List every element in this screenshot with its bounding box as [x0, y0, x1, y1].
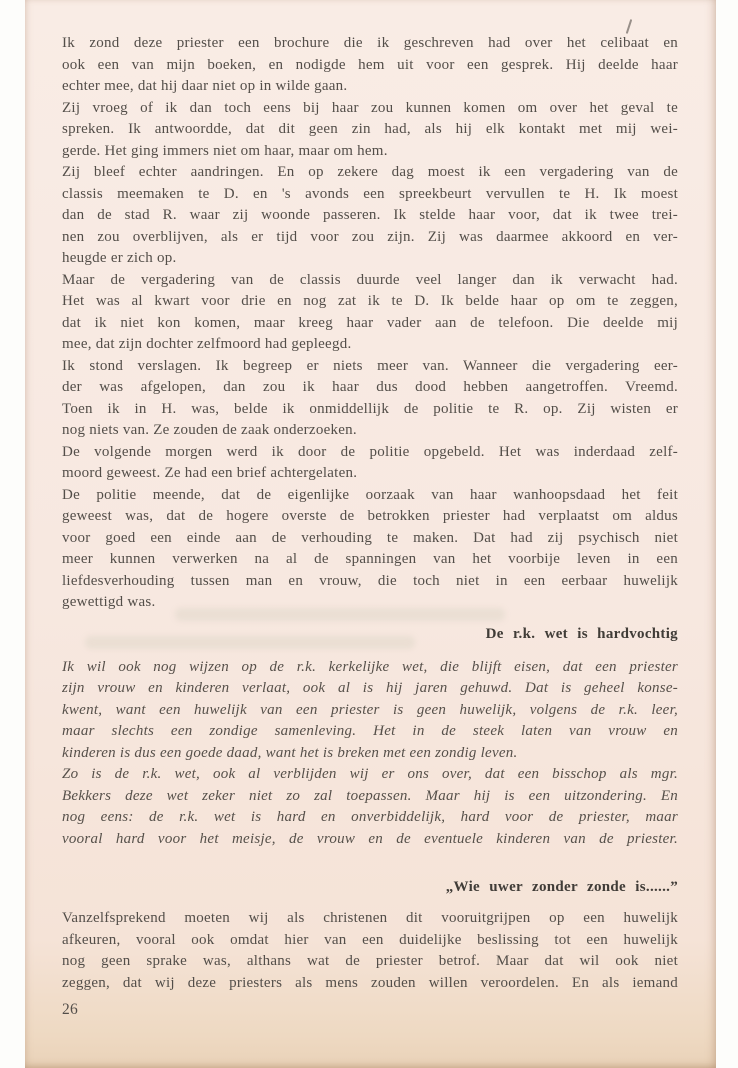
paragraph: [62, 33, 678, 98]
text-line: Bekkers deze wet zeker niet zo zal toepassen. Maar hij is een uitzondering. En: [62, 787, 678, 804]
text-line: dat ik niet kon komen, maar kreeg haar vader aan de telefoon. Die deelde mij: [62, 314, 678, 331]
text-line: echter mee, dat hij daar niet op in wilde gaan.: [62, 78, 348, 94]
text-line: voor goed een einde aan de verhouding te maken. Dat had zij psychisch niet: [62, 529, 678, 546]
text-line: maar slechts een zondige samenleving. Het in de steek laten van vrouw en: [62, 723, 678, 739]
text-column: [62, 0, 678, 1021]
text-line: afkeuren, vooral ook omdat hier van een duidelijke beslissing tot een huwelijk: [62, 931, 678, 948]
section-heading-wie-uwer: „Wie uwer zonder zonde is......”: [445, 879, 678, 895]
page-number: 26: [62, 1001, 78, 1018]
text-line: gewettigd was.: [62, 594, 156, 610]
text-line: De politie meende, dat de eigenlijke oorzaak van haar wanhoopsdaad het feit: [62, 486, 678, 503]
section-heading-rk-wet: De r.k. wet is hardvochtig: [485, 625, 678, 642]
text-line: liefdesverhouding tussen man en vrouw, die toch niet in een eerbaar huwelijk: [62, 572, 678, 589]
text-line: zeggen, dat wij deze priesters als mens zouden willen veroordelen. En als iemand: [62, 974, 678, 991]
text-blocks: [62, 33, 678, 994]
paragraph: [62, 908, 678, 994]
book-page: [25, 0, 716, 1068]
text-line: classis meemaken te D. en 's avonds een spreekbeurt vervullen te H. Ik moest: [62, 185, 678, 202]
paragraph: [62, 270, 678, 356]
text-line: meer kunnen verwerken na al de spanningen van het voorbije leven in een: [62, 551, 678, 567]
text-line: Ik zond deze priester een brochure die ik geschreven had over het celibaat en: [62, 35, 678, 51]
text-line: Zij vroeg of ik dan toch eens bij haar zou kunnen komen om over het geval te: [62, 99, 678, 116]
text-line: Maar de vergadering van de classis duurde veel langer dan ik verwacht had.: [62, 271, 678, 288]
paragraph: [62, 657, 678, 765]
text-line: Zij bleef echter aandringen. En op zekere dag moest ik een vergadering van de: [62, 164, 678, 180]
text-line: Zo is de r.k. wet, ook al verblijden wij er ons over, dat een bisschop als mgr.: [62, 766, 678, 782]
text-line: De volgende morgen werd ik door de politie opgebeld. Het was inderdaad zelf-: [62, 443, 678, 460]
text-line: der was afgelopen, dan zou ik haar dus dood hebben aangetroffen. Vreemd.: [62, 379, 678, 395]
text-line: ook een van mijn boeken, en nodigde hem uit voor een gesprek. Hij deelde haar: [62, 56, 678, 73]
text-line: spreken. Ik antwoordde, dat dit geen zin had, als hij elk kontakt met mij wei-: [62, 121, 678, 137]
text-line: geweest was, dat de hogere overste de betrokken priester had verplaatst om aldus: [62, 508, 678, 524]
paragraph: [62, 442, 678, 485]
text-line: vooral hard voor het meisje, de vrouw en de eventuele kinderen van de priester.: [62, 830, 678, 847]
paragraph: [62, 764, 678, 850]
text-line: nog niets van. Ze zouden de zaak onderzoeken.: [62, 422, 357, 438]
text-line: zijn vrouw en kinderen verlaat, ook al is hij jaren gehuwd. Dat is geheel konse-: [62, 680, 678, 696]
text-line: kwent, want een huwelijk van een priester is geen huwelijk, volgens de r.k. leer,: [62, 701, 678, 718]
text-line: moord geweest. Ze had een brief achtergelaten.: [62, 465, 358, 481]
text-line: heugde er zich op.: [62, 250, 177, 266]
text-line: Vanzelfsprekend moeten wij als christenen dit vooruitgrijpen op een huwelijk: [62, 910, 678, 926]
text-line: Ik stond verslagen. Ik begreep er niets meer van. Wanneer die vergadering eer-: [62, 357, 678, 374]
text-line: nog eens: de r.k. wet is hard en onverbiddelijk, hard voor de priester, maar: [62, 809, 678, 825]
text-line: mee, dat zijn dochter zelfmoord had gepleegd.: [62, 336, 352, 352]
text-line: gerde. Het ging immers niet om haar, maar om hem.: [62, 142, 388, 159]
text-line: nog geen sprake was, althans wat de priester betrof. Maar dat wil ook niet: [62, 953, 678, 969]
paragraph: [62, 98, 678, 163]
paragraph: [62, 162, 678, 270]
text-line: dan de stad R. waar zij woonde passeren. Ik stelde haar voor, dat ik twee trei-: [62, 207, 678, 223]
paragraph: [62, 485, 678, 614]
text-line: kinderen is dus een goede daad, want het is breken met een zondig leven.: [62, 744, 518, 761]
text-line: nen zou overblijven, als er tijd voor zou zijn. Zij was daarmee akkoord en ver-: [62, 228, 678, 245]
text-line: Toen ik in H. was, belde ik onmiddellijk de politie te R. op. Zij wisten er: [62, 400, 678, 417]
text-line: Het was al kwart voor drie en nog zat ik te D. Ik belde haar op om te zeggen,: [62, 293, 678, 309]
paragraph: [62, 356, 678, 442]
text-line: Ik wil ook nog wijzen op de r.k. kerkelijke wet, die blijft eisen, dat een priester: [62, 658, 678, 675]
